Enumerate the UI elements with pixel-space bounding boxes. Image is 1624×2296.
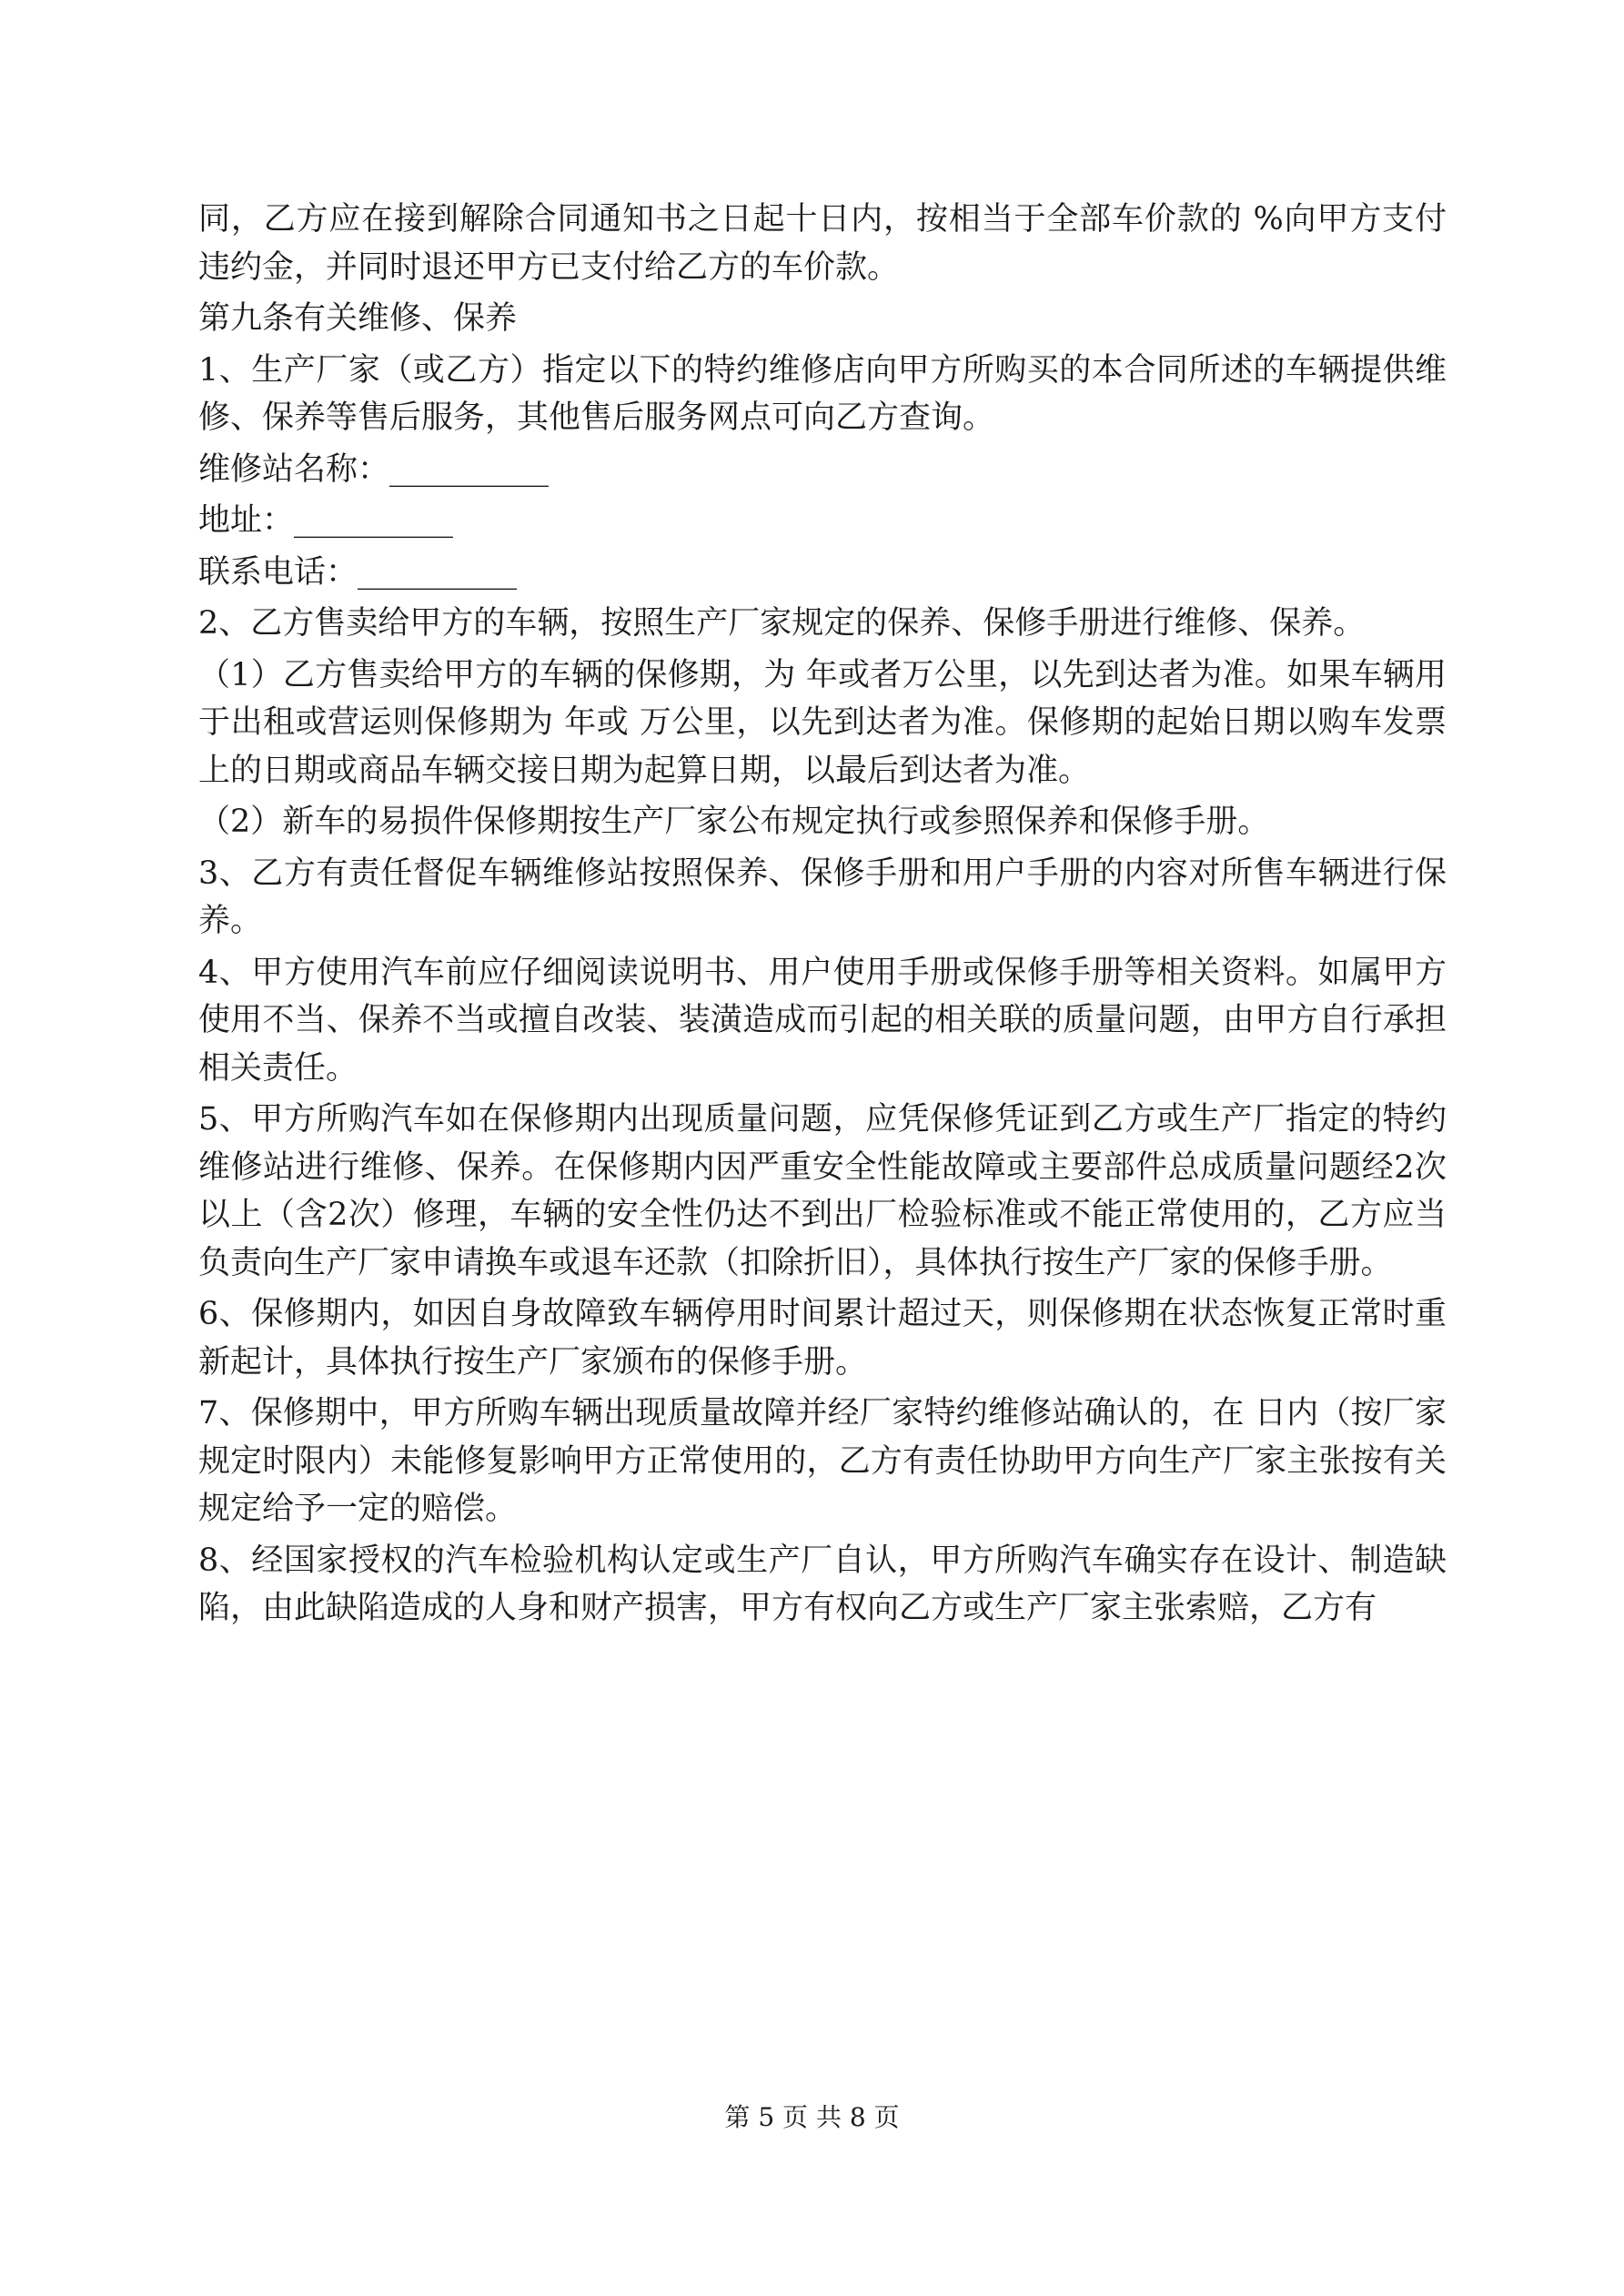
section-heading-article-9: 第九条有关维修、保养: [198, 300, 518, 337]
paragraph-clause-4: 4、甲方使用汽车前应仔细阅读说明书、用户使用手册或保修手册等相关资料。如属甲方使用不当、保养不当或擅自改装、装潢造成而引起的相关联的质量问题，由甲方自行承担相关责任。: [198, 954, 1447, 1087]
paragraph-clause-6: 6、保修期内，如因自身故障致车辆停用时间累计超过天，则保修期在状态恢复正常时重新起计，具体执行按生产厂家颁布的保修手册。: [198, 1296, 1447, 1381]
page-number-footer: 第 5 页 共 8 页: [724, 2102, 900, 2132]
paragraph-clause-2-1: （1）乙方售卖给甲方的车辆的保修期，为 年或者万公里，以先到达者为准。如果车辆用于出租或营运则保修期为 年或 万公里，以先到达者为准。保修期的起始日期以购车发票上的日期或商品车辆交接日期为起算日期，以最后到达者为准。: [198, 656, 1447, 789]
paragraph-clause-2-2: （2）新车的易损件保修期按生产厂家公布规定执行或参照保养和保修手册。: [198, 804, 1270, 840]
paragraph-clause-7: 7、保修期中，甲方所购车辆出现质量故障并经厂家特约维修站确认的，在 日内（按厂家规定时限内）未能修复影响甲方正常使用的，乙方有责任协助甲方向生产厂家主张按有关规定给予一定的赔偿。: [198, 1395, 1447, 1527]
paragraph-clause-3: 3、乙方有责任督促车辆维修站按照保养、保修手册和用户手册的内容对所售车辆进行保养。: [198, 855, 1447, 939]
paragraph-clause-1: 1、生产厂家（或乙方）指定以下的特约维修店向甲方所购买的本合同所述的车辆提供维修、保养等售后服务，其他售后服务网点可向乙方查询。: [198, 351, 1447, 436]
document-body: [198, 196, 1447, 1633]
field-address: 地址：__________: [198, 502, 454, 539]
paragraph-clause-2: 2、乙方售卖给甲方的车辆，按照生产厂家规定的保养、保修手册进行维修、保养。: [198, 605, 1366, 642]
paragraph-contract-termination: 同，乙方应在接到解除合同通知书之日起十日内，按相当于全部车价款的 %向甲方支付违约金，并同时退还甲方已支付给乙方的车价款。: [198, 201, 1447, 286]
field-contact-phone: 联系电话：__________: [198, 553, 518, 591]
paragraph-clause-8: 8、经国家授权的汽车检验机构认定或生产厂自认，甲方所购汽车确实存在设计、制造缺陷，由此缺陷造成的人身和财产损害，甲方有权向乙方或生产厂家主张索赔，乙方有: [198, 1542, 1447, 1626]
paragraph-clause-5: 5、甲方所购汽车如在保修期内出现质量问题，应凭保修凭证到乙方或生产厂指定的特约维修站进行维修、保养。在保修期内因严重安全性能故障或主要部件总成质量问题经2次以上（含2次）修理，车辆的安全性仍达不到出厂检验标准或不能正常使用的，乙方应当负责向生产厂家申请换车或退车还款（扣除折旧），具体执行按生产厂家的保修手册。: [198, 1101, 1447, 1281]
field-repair-station-name: 维修站名称：__________: [198, 450, 550, 488]
